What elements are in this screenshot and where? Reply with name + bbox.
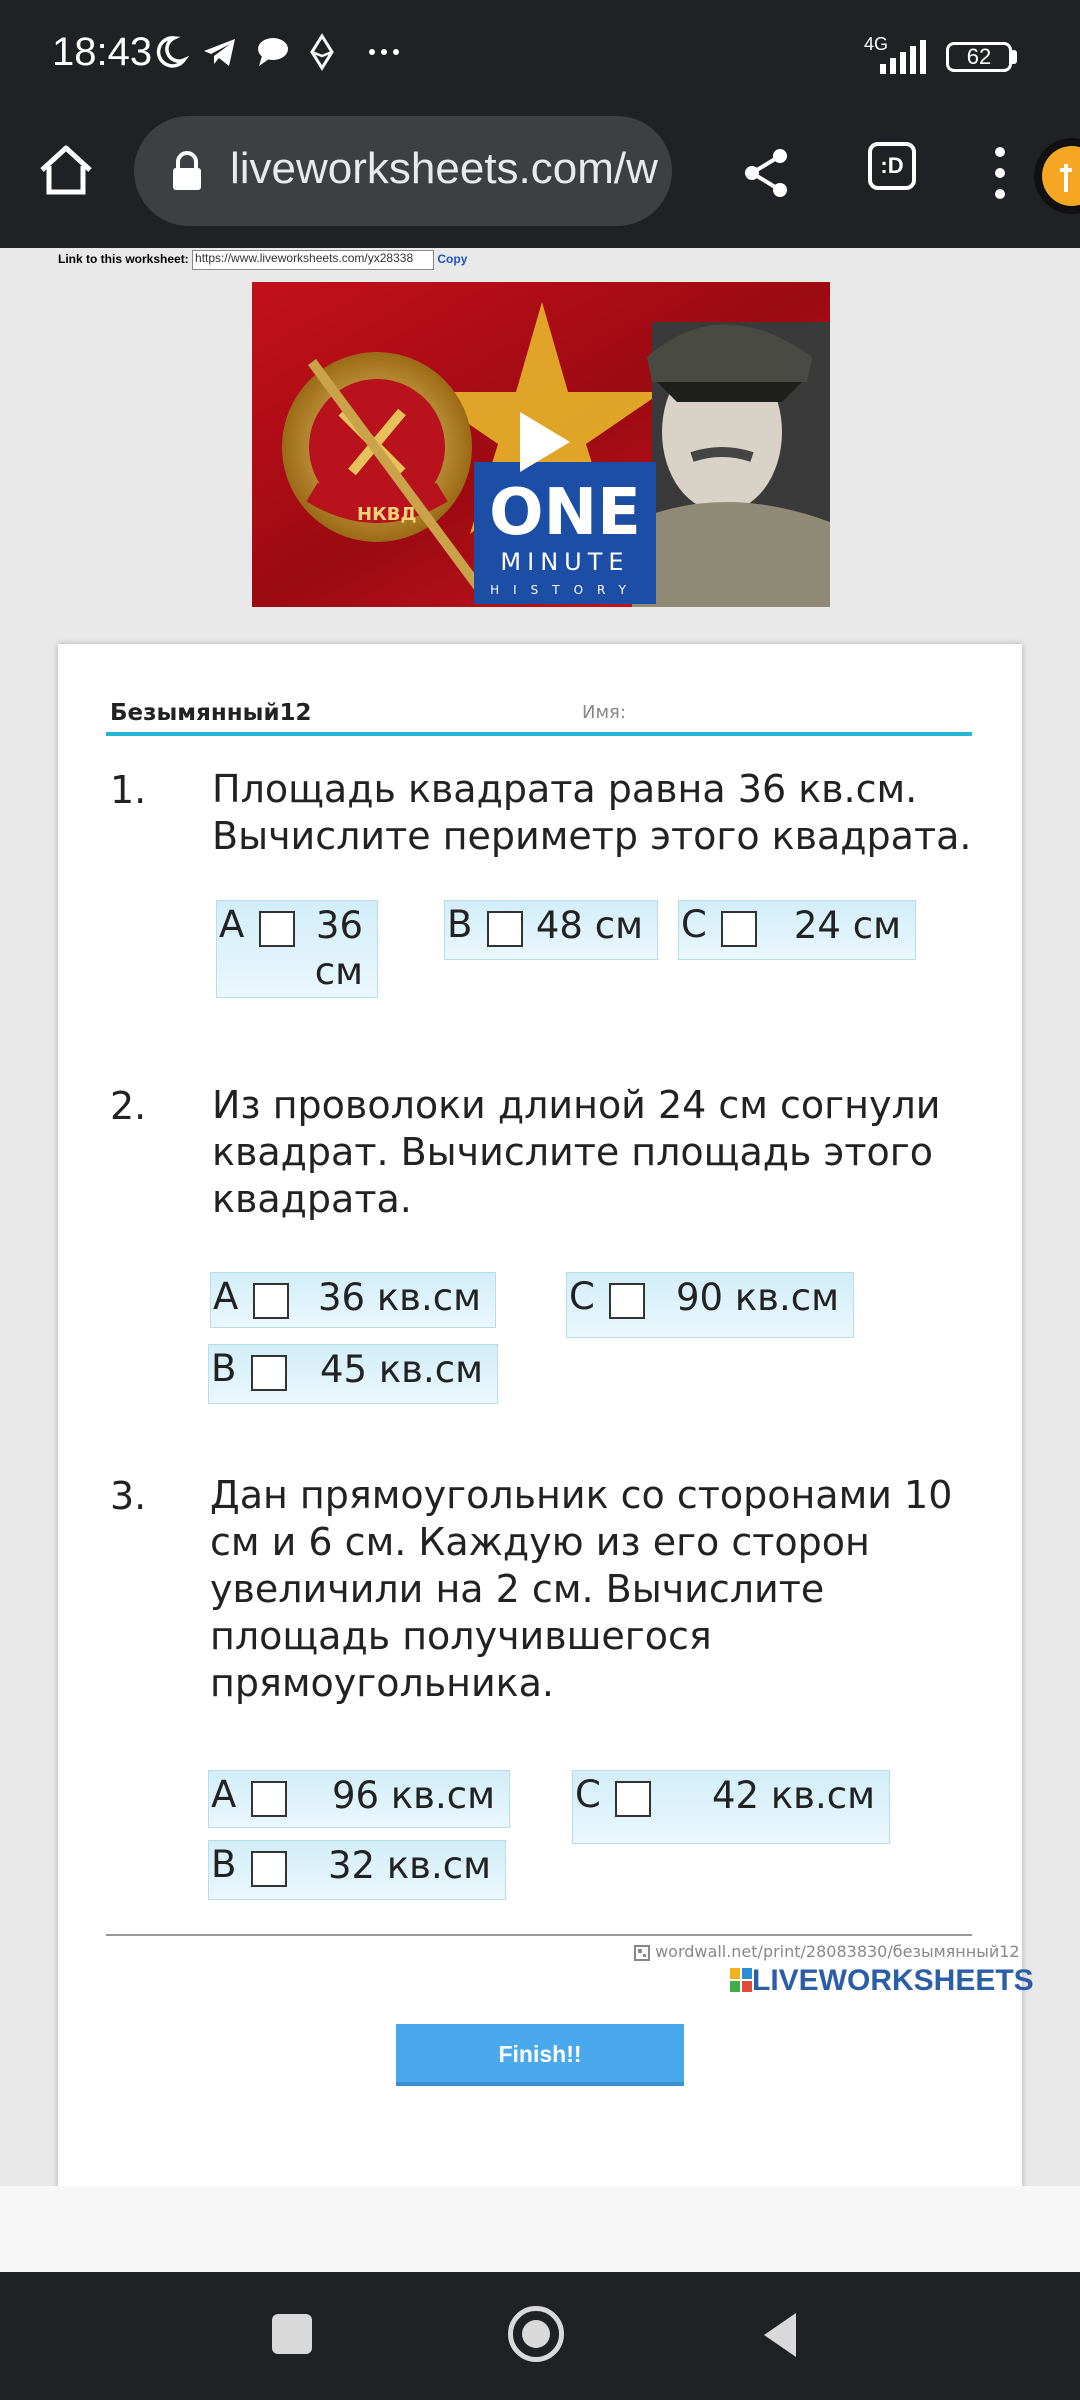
question-3-text: Дан прямоугольник со сторонами 10 см и 6 см. Каждую из его сторон увеличили на 2 см. Вычислите площадь получившегося прямоугольника. (210, 1473, 953, 1705)
share-icon[interactable] (740, 146, 794, 200)
network-type: 4G (864, 34, 889, 54)
liveworksheets-logo (730, 1964, 1034, 1998)
telegram-icon (200, 32, 240, 72)
brand-text: LIVEWORKSHEETS (752, 1964, 1034, 1997)
qr-code-icon (634, 1945, 650, 1961)
option-value: 24 см (793, 904, 901, 947)
question-2-number: 2. (110, 1084, 147, 1128)
q3-option-b[interactable] (208, 1840, 506, 1900)
status-bar (0, 0, 1080, 110)
q3-option-c[interactable] (572, 1770, 890, 1844)
browser-toolbar (0, 110, 1080, 248)
option-value: 36 кв.см (317, 1276, 481, 1319)
more-notifications-icon (364, 32, 404, 72)
battery-tip (1012, 50, 1017, 64)
option-letter: C (681, 903, 707, 946)
option-letter: C (575, 1773, 601, 1816)
url-text: liveworksheets.com/w (230, 144, 658, 193)
source-url: wordwall.net/print/28083830/безымянный12 (655, 1942, 1020, 1961)
back-icon[interactable] (760, 2310, 800, 2360)
q2-option-a[interactable] (210, 1272, 496, 1328)
checkbox[interactable] (615, 1781, 651, 1817)
option-letter: B (211, 1347, 237, 1390)
checkbox[interactable] (251, 1851, 287, 1887)
logo-one: ONE (489, 476, 641, 550)
kebab-menu-icon[interactable] (990, 144, 1010, 202)
logo-minute: MINUTE (500, 548, 630, 576)
signal-icon (866, 40, 930, 74)
worksheet-title: Безымянный12 (110, 700, 312, 726)
name-label: Имя: (582, 702, 626, 723)
q2-option-c[interactable] (566, 1272, 854, 1338)
question-3-number: 3. (110, 1474, 147, 1518)
question-1-text: Площадь квадрата равна 36 кв.см. Вычислите периметр этого квадрата. (212, 767, 972, 858)
checkbox[interactable] (721, 911, 757, 947)
copy-link-button[interactable]: Copy (437, 252, 468, 267)
worksheet-link-row (58, 250, 467, 272)
option-letter: A (219, 903, 245, 946)
checkbox[interactable] (251, 1355, 287, 1391)
link-label: Link to this worksheet: (58, 252, 189, 267)
footer-divider (106, 1934, 972, 1936)
status-time: 18:43 (52, 30, 153, 74)
floating-accessibility-bubble[interactable] (1020, 136, 1080, 216)
option-letter: B (211, 1843, 237, 1886)
option-value: 42 кв.см (711, 1774, 875, 1817)
q2-option-b[interactable] (208, 1344, 498, 1404)
option-letter: A (213, 1275, 239, 1318)
option-value: 36 см (314, 904, 363, 993)
worksheet (58, 644, 1034, 2234)
option-value: 48 см (535, 904, 643, 947)
checkbox[interactable] (609, 1283, 645, 1319)
option-value: 32 кв.см (327, 1844, 491, 1887)
video-thumbnail[interactable] (252, 282, 830, 607)
q1-option-c[interactable] (678, 900, 916, 960)
finish-button[interactable]: Finish!! (396, 2024, 684, 2086)
option-value: 96 кв.см (331, 1774, 495, 1817)
tab-switcher-button[interactable]: :D (868, 142, 916, 190)
url-bar[interactable] (134, 116, 672, 226)
header-divider (106, 732, 972, 736)
page-bottom-strip (0, 2186, 1080, 2272)
checkbox[interactable] (253, 1283, 289, 1319)
video-artwork (252, 282, 830, 607)
recents-button[interactable] (272, 2314, 312, 2354)
q1-option-b[interactable] (444, 900, 658, 960)
crypto-diamond-icon (302, 32, 342, 72)
question-1-number: 1. (110, 768, 147, 812)
lock-icon (170, 150, 204, 192)
q3-option-a[interactable] (208, 1770, 510, 1828)
moon-icon (150, 32, 190, 72)
badge-text: НКВД (357, 504, 417, 525)
logo-history: HISTORY (490, 583, 640, 597)
checkbox[interactable] (487, 911, 523, 947)
question-2-text: Из проволоки длиной 24 см согнули квадрат. Вычислите площадь этого квадрата. (212, 1083, 941, 1221)
chat-bubble-icon (252, 32, 292, 72)
option-value: 45 кв.см (319, 1348, 483, 1391)
option-letter: A (211, 1773, 237, 1816)
brand-mark-icon (730, 1968, 752, 1992)
checkbox[interactable] (259, 911, 295, 947)
q1-option-a[interactable] (216, 900, 378, 998)
worksheet-link-field[interactable]: https://www.liveworksheets.com/yx28338 (192, 250, 434, 270)
option-letter: B (447, 903, 473, 946)
checkbox[interactable] (251, 1781, 287, 1817)
option-letter: C (569, 1275, 595, 1318)
source-link[interactable] (634, 1942, 1020, 1961)
home-button-dot (522, 2320, 550, 2348)
system-nav-bar (0, 2272, 1080, 2400)
home-icon[interactable] (36, 142, 96, 198)
battery-icon: 62 (946, 42, 1012, 72)
option-value: 90 кв.см (675, 1276, 839, 1319)
